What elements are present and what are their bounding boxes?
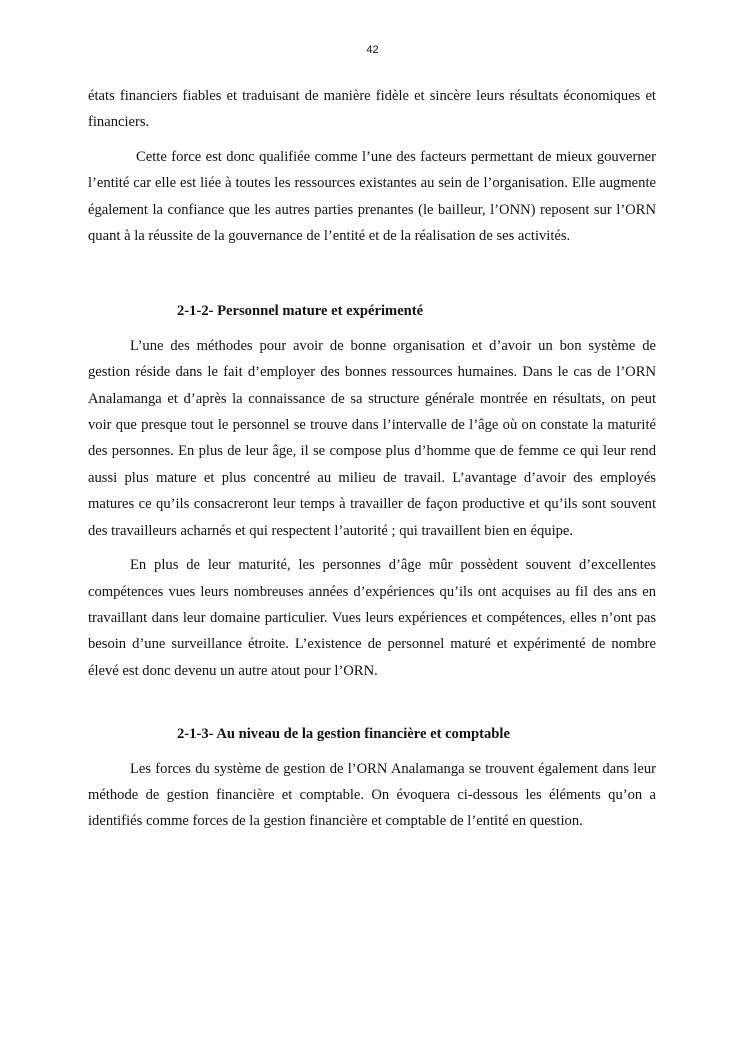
- section-heading-personnel-mature: 2-1-2- Personnel mature et expérimenté: [177, 303, 424, 320]
- paragraph-force-qualifiee: Cette force est donc qualifiée comme l’une des facteurs permettant de mieux gouverner l’entité car elle est liée à toutes les ressources existantes au sein de l’organisation. Elle augmente également la confiance que les autres parties prenantes (le bailleur, l’ONN) reposent sur l’ORN quant à la réussite de la gouvernance de l’entité et de la réalisation de ses activités.: [88, 148, 656, 245]
- section-heading-gestion-financiere: 2-1-3- Au niveau de la gestion financière et comptable: [177, 726, 510, 743]
- document-body: [88, 83, 656, 843]
- page-number: 42: [366, 44, 379, 56]
- paragraph-methodes-organisation: L’une des méthodes pour avoir de bonne organisation et d’avoir un bon système de gestion réside dans le fait d’employer des bonnes ressources humaines. Dans le cas de l’ORN Analamanga et d’après la connaissance de sa structure générale montrée en résultats, on peut voir que presque tout le personnel se trouve dans l’intervalle de l’âge où on constate la maturité des personnes. En plus de leur âge, il se compose plus d’homme que de femme ce qui leur rend aussi plus mature et plus concentré au milieu de travail. L’avantage d’avoir des employés matures ce qu’ils consacreront leur temps à travailler de façon productive et qu’ils sont souvent des travailleurs acharnés et qui respectent l’autorité ; qui travaillent bien en équipe.: [88, 337, 656, 539]
- paragraph-continuation: états financiers fiables et traduisant de manière fidèle et sincère leurs résultats économiques et financiers.: [88, 88, 656, 131]
- paragraph-maturite-competences: En plus de leur maturité, les personnes d’âge mûr possèdent souvent d’excellentes compétences vues leurs nombreuses années d’expériences qu’ils ont acquises au fil des ans en travaillant dans leur domaine particulier. Vues leurs expériences et compétences, elles n’ont pas besoin d’une surveillance étroite. L’existence de personnel maturé et expérimenté de nombre élevé est donc devenu un autre atout pour l’ORN.: [88, 557, 656, 679]
- paragraph-forces-gestion: Les forces du système de gestion de l’ORN Analamanga se trouvent également dans leur méthode de gestion financière et comptable. On évoquera ci-dessous les éléments qu’on a identifiés comme forces de la gestion financière et comptable de l’entité en question.: [88, 760, 656, 830]
